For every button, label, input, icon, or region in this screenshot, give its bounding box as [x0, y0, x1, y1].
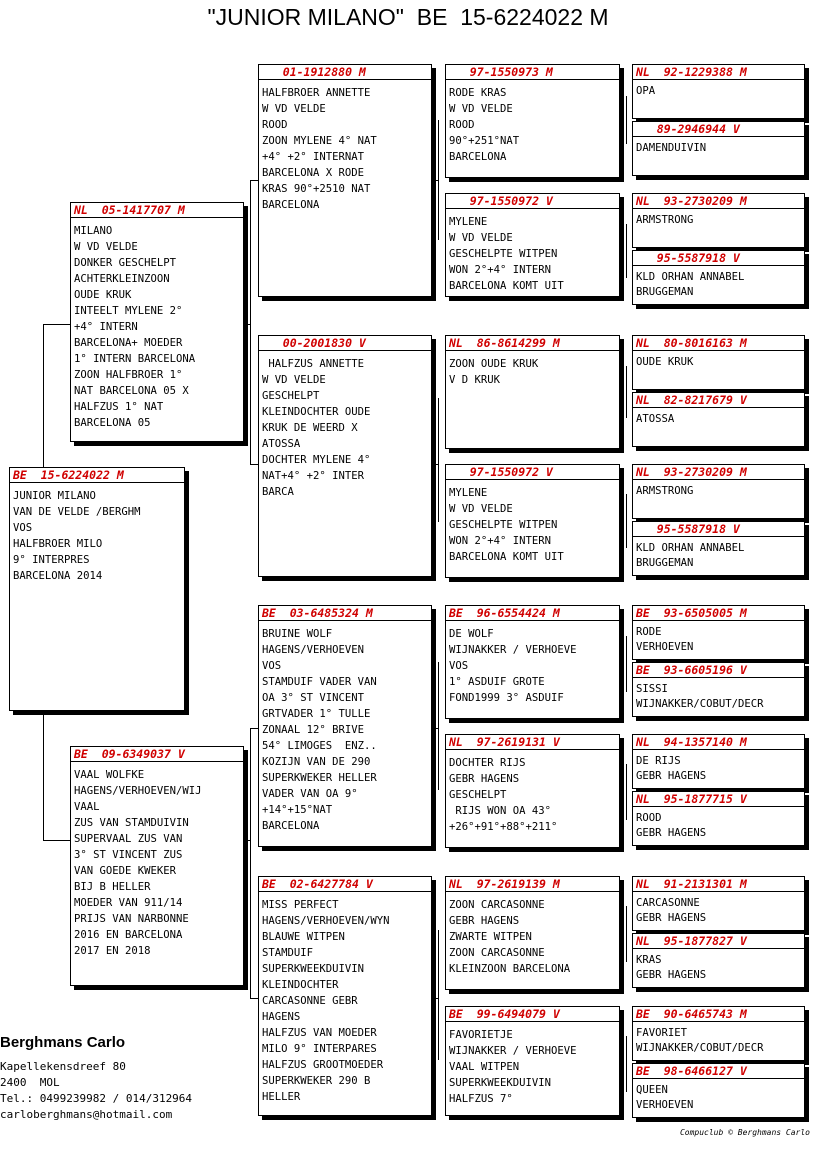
pedigree-card-gen4[interactable] [445, 1006, 620, 1116]
card-notes: ZOON CARCASONNE GEBR HAGENS ZWARTE WITPEN ZOON CARCASONNE KLEINZOON BARCELONA [449, 899, 571, 975]
connector [250, 728, 251, 998]
card-notes: MILANO W VD VELDE DONKER GESCHELPT ACHTERKLEINZOON OUDE KRUK INTEELT MYLENE 2° +4° INTERN BARCELONA+ MOEDER 1° INTERN BARCELONA ZOON HALFBROER 1° NAT BARCELONA 05 X HALFZUS 1° NAT BARCELONA 05 [74, 225, 196, 429]
ring-number: 97-1550972 V [446, 194, 619, 209]
connector [438, 930, 439, 1060]
connector [626, 1036, 627, 1092]
pedigree-card-gen5[interactable] [632, 64, 805, 119]
ring-number: NL 91-2131301 M [633, 877, 804, 892]
pedigree-card-gen5[interactable] [632, 1006, 805, 1061]
ring-number: BE 93-6505005 M [633, 606, 804, 621]
connector [626, 636, 627, 692]
connector [432, 728, 439, 729]
card-notes: VAAL WOLFKE HAGENS/VERHOEVEN/WIJ VAAL ZUS VAN STAMDUIVIN SUPERVAAL ZUS VAN 3° ST VINCENT ZUS VAN GOEDE KWEKER BIJ B HELLER MOEDER VAN 911/14 PRIJS VAN NARBONNE 2016 EN BARCELONA 2017 EN 2018 [74, 769, 202, 957]
card-notes: ZOON OUDE KRUK V D KRUK [449, 358, 539, 386]
owner-city: 2400 MOL [0, 1076, 60, 1089]
pedigree-card-dam-sire[interactable] [258, 605, 432, 847]
ring-number: NL 97-2619139 M [446, 877, 619, 892]
ring-number: NL 05-1417707 M [71, 203, 243, 218]
pedigree-card-gen5[interactable] [632, 335, 805, 390]
card-notes: DOCHTER RIJS GEBR HAGENS GESCHELPT RIJS WON OA 43° +26°+91°+88°+211° [449, 757, 558, 833]
connector [43, 324, 71, 325]
pedigree-card-gen4[interactable] [445, 193, 620, 297]
card-notes: RODE KRAS W VD VELDE ROOD 90°+251°NAT BARCELONA [449, 87, 520, 163]
connector [43, 324, 44, 470]
pedigree-card-gen5[interactable] [632, 734, 805, 789]
card-notes: HALFZUS ANNETTE W VD VELDE GESCHELPT KLEINDOCHTER OUDE KRUK DE WEERD X ATOSSA DOCHTER MYLENE 4° NAT+4° +2° INTER BARCA [262, 358, 371, 498]
connector [43, 840, 71, 841]
card-notes: OUDE KRUK [636, 356, 694, 368]
connector [250, 180, 251, 464]
ring-number: NL 93-2730209 M [633, 465, 804, 480]
pedigree-card-dam-dam[interactable] [258, 876, 432, 1116]
pedigree-card-gen5[interactable] [632, 662, 805, 717]
ring-number: 89-2946944 V [633, 122, 804, 137]
ring-number: 00-2001830 V [259, 336, 431, 351]
owner-name: Berghmans Carlo [0, 1034, 126, 1051]
ring-number: BE 02-6427784 V [259, 877, 431, 892]
owner-email[interactable]: carloberghmans@hotmail.com [0, 1108, 173, 1121]
ring-number: NL 95-1877827 V [633, 934, 804, 949]
pedigree-card-gen4[interactable] [445, 64, 620, 178]
card-notes: SISSI WIJNAKKER/COBUT/DECR [636, 683, 764, 710]
card-notes: CARCASONNE GEBR HAGENS [636, 897, 707, 924]
connector [626, 764, 627, 820]
card-notes: MISS PERFECT HAGENS/VERHOEVEN/WYN BLAUWE WITPEN STAMDUIF SUPERKWEEKDUIVIN KLEINDOCHTER CARCASONNE GEBR HAGENS HALFZUS VAN MOEDER MILO 9° INTERPARES HALFZUS GROOTMOEDER SUPERKWEKER 290 B HELLER [262, 899, 390, 1103]
ring-number: 97-1550972 V [446, 465, 619, 480]
pedigree-card-gen5[interactable] [632, 121, 805, 176]
ring-number: NL 94-1357140 M [633, 735, 804, 750]
ring-number: BE 90-6465743 M [633, 1007, 804, 1022]
connector [244, 840, 251, 841]
ring-number: NL 80-8016163 M [633, 336, 804, 351]
pedigree-card-gen4[interactable] [445, 464, 620, 578]
footer-credit: Compuclub © Berghmans Carlo [679, 1128, 810, 1137]
ring-number: 95-5587918 V [633, 251, 804, 266]
ring-number: NL 82-8217679 V [633, 393, 804, 408]
ring-number: NL 95-1877715 V [633, 792, 804, 807]
pedigree-card-gen5[interactable] [632, 250, 805, 305]
card-notes: MYLENE W VD VELDE GESCHELPTE WITPEN WON 2°+4° INTERN BARCELONA KOMT UIT [449, 487, 564, 563]
pedigree-card-dam[interactable] [70, 746, 244, 986]
card-notes: RODE VERHOEVEN [636, 626, 694, 653]
card-notes: DE WOLF WIJNAKKER / VERHOEVE VOS 1° ASDUIF GROTE FOND1999 3° ASDUIF [449, 628, 577, 704]
card-notes: FAVORIET WIJNAKKER/COBUT/DECR [636, 1027, 764, 1054]
card-notes: MYLENE W VD VELDE GESCHELPTE WITPEN WON 2°+4° INTERN BARCELONA KOMT UIT [449, 216, 564, 292]
connector [432, 464, 439, 465]
card-notes: ARMSTRONG [636, 214, 694, 226]
ring-number: BE 99-6494079 V [446, 1007, 619, 1022]
card-notes: DE RIJS GEBR HAGENS [636, 755, 707, 782]
connector [432, 180, 439, 181]
ring-number: BE 03-6485324 M [259, 606, 431, 621]
connector [244, 324, 251, 325]
ring-number: 01-1912880 M [259, 65, 431, 80]
card-notes: ATOSSA [636, 413, 675, 425]
card-notes: HALFBROER ANNETTE W VD VELDE ROOD ZOON MYLENE 4° NAT +4° +2° INTERNAT BARCELONA X RODE KRAS 90°+2510 NAT BARCELONA [262, 87, 377, 211]
card-notes: FAVORIETJE WIJNAKKER / VERHOEVE VAAL WITPEN SUPERKWEEKDUIVIN HALFZUS 7° [449, 1029, 577, 1105]
ring-number: 95-5587918 V [633, 522, 804, 537]
pedigree-card-sire-dam[interactable] [258, 335, 432, 577]
pedigree-card-gen4[interactable] [445, 734, 620, 848]
pedigree-card-sire-sire[interactable] [258, 64, 432, 297]
pedigree-card-gen5[interactable] [632, 521, 805, 576]
ring-number: BE 96-6554424 M [446, 606, 619, 621]
pedigree-card-gen4[interactable] [445, 876, 620, 990]
pedigree-card-gen4[interactable] [445, 605, 620, 719]
pedigree-card-gen5[interactable] [632, 933, 805, 988]
page-title: "JUNIOR MILANO" BE 15-6224022 M [207, 4, 609, 30]
ring-number: NL 97-2619131 V [446, 735, 619, 750]
pedigree-card-gen5[interactable] [632, 464, 805, 519]
ring-number: NL 92-1229388 M [633, 65, 804, 80]
pedigree-card-subject[interactable] [9, 467, 185, 711]
owner-address: Kapellekensdreef 80 [0, 1060, 126, 1073]
connector [626, 494, 627, 548]
connector [438, 398, 439, 522]
ring-number: NL 93-2730209 M [633, 194, 804, 209]
pedigree-card-gen5[interactable] [632, 605, 805, 660]
ring-number: BE 93-6605196 V [633, 663, 804, 678]
ring-number: BE 98-6466127 V [633, 1064, 804, 1079]
card-notes: ARMSTRONG [636, 485, 694, 497]
card-notes: OPA [636, 85, 656, 97]
pedigree-card-gen5[interactable] [632, 876, 805, 931]
connector [626, 906, 627, 962]
card-notes: BRUINE WOLF HAGENS/VERHOEVEN VOS STAMDUIF VADER VAN OA 3° ST VINCENT GRTVADER 1° TULLE ZONAAL 12° BRIVE 54° LIMOGES ENZ.. KOZIJN VAN DE 290 SUPERKWEKER HELLER VADER VAN OA 9° +14°+15°NAT BARCELONA [262, 628, 377, 832]
card-notes: KLD ORHAN ANNABEL BRUGGEMAN [636, 542, 745, 569]
pedigree-card-gen5[interactable] [632, 193, 805, 248]
connector [432, 998, 439, 999]
card-notes: ROOD GEBR HAGENS [636, 812, 707, 839]
card-notes: QUEEN VERHOEVEN [636, 1084, 694, 1111]
pedigree-card-gen5[interactable] [632, 392, 805, 447]
connector [626, 224, 627, 278]
pedigree-card-sire[interactable] [70, 202, 244, 442]
card-notes: KLD ORHAN ANNABEL BRUGGEMAN [636, 271, 745, 298]
connector [626, 96, 627, 144]
ring-number: BE 09-6349037 V [71, 747, 243, 762]
ring-number: BE 15-6224022 M [10, 468, 184, 483]
ring-number: 97-1550973 M [446, 65, 619, 80]
pedigree-card-gen5[interactable] [632, 1063, 805, 1118]
ring-number: NL 86-8614299 M [446, 336, 619, 351]
pedigree-card-gen5[interactable] [632, 791, 805, 846]
card-notes: KRAS GEBR HAGENS [636, 954, 707, 981]
card-notes: DAMENDUIVIN [636, 142, 707, 154]
card-notes: JUNIOR MILANO VAN DE VELDE /BERGHM VOS HALFBROER MILO 9° INTERPRES BARCELONA 2014 [13, 490, 141, 582]
connector [43, 712, 44, 840]
pedigree-card-gen4[interactable] [445, 335, 620, 449]
connector [626, 366, 627, 418]
connector [438, 662, 439, 790]
owner-phone: Tel.: 0499239982 / 014/312964 [0, 1092, 193, 1105]
